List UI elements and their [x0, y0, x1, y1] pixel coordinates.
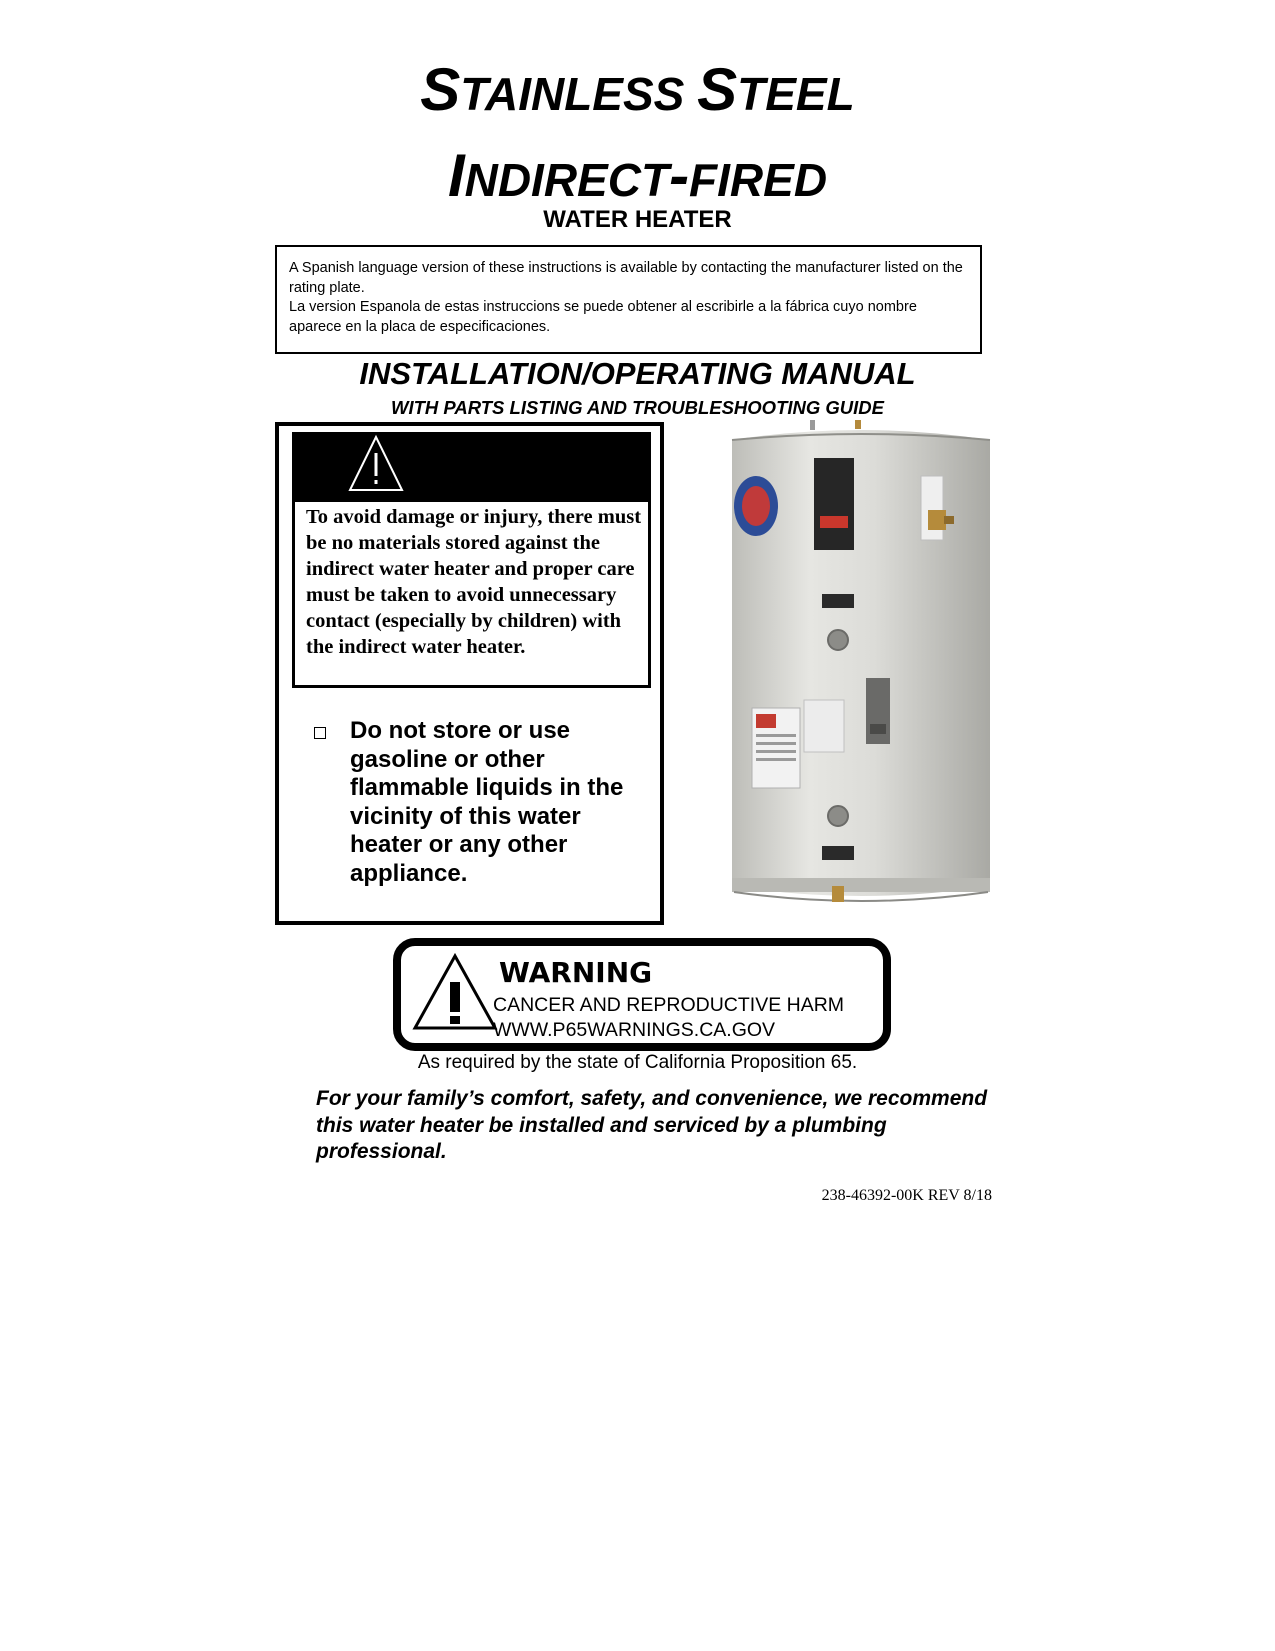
manual-subtitle: WITH PARTS LISTING AND TROUBLESHOOTING GUIDE [391, 397, 884, 418]
caution-message: To avoid damage or injury, there must be no materials stored against the indirect water heater and proper care must be taken to avoid unnecessary contact (especially by children) with the indirect water heater. [292, 502, 651, 688]
installation-recommendation: For your family’s comfort, safety, and convenience, we recommend this water heater be installed and serviced by a plumbing professional. [316, 1087, 988, 1163]
water-heater-photo [728, 418, 996, 926]
manual-title: INSTALLATION/OPERATING MANUAL [359, 356, 916, 391]
language-notice-english: A Spanish language version of these instructions is available by contacting the manufacturer listed on the rating plate. [289, 260, 963, 296]
language-notice-spanish: La version Espanola de estas instruccions se puede obtener al escribirle a la fábrica cuyo nombre aparece en la placa de especificaciones. [289, 299, 917, 335]
product-subtitle: WATER HEATER [543, 206, 732, 233]
prop65-warning-label [393, 938, 891, 1051]
caution-header [292, 432, 651, 502]
prop65-line2: WWW.P65WARNINGS.CA.GOV [493, 1019, 776, 1041]
prop65-line1: CANCER AND REPRODUCTIVE HARM [493, 994, 845, 1016]
document-number: 238-46392-00K REV 8/18 [821, 1187, 992, 1204]
title-line-2: INDIRECT-FIRED [447, 142, 828, 209]
warning-triangle-icon [292, 432, 651, 502]
checkbox-bullet-icon [314, 727, 326, 739]
flammable-liquids-warning: Do not store or use gasoline or other flammable liquids in the vicinity of this water heater or any other appliance. [350, 717, 624, 887]
prop65-heading: WARNING [499, 956, 653, 989]
prop65-note: As required by the state of California Proposition 65. [417, 1052, 858, 1073]
language-notice-box [275, 245, 982, 354]
title-line-1: STAINLESS STEEL [420, 56, 855, 123]
